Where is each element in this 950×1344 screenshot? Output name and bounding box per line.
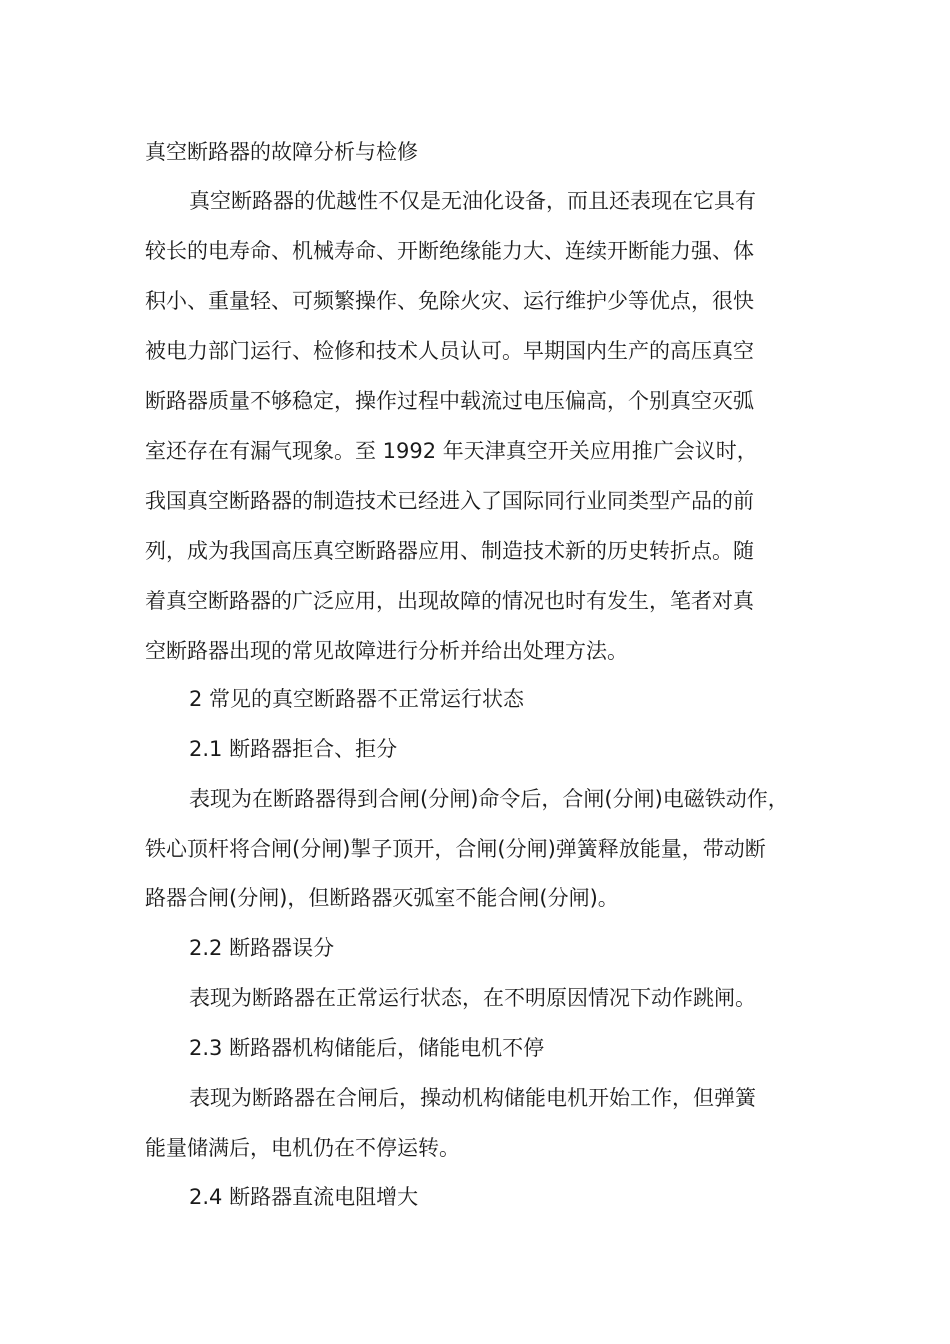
paragraph-line: 真空断路器的优越性不仅是无油化设备，而且还表现在它具有 xyxy=(189,189,756,213)
paragraph-line: 我国真空断路器的制造技术已经进入了国际同行业同类型产品的前 xyxy=(145,489,754,513)
paragraph-line: 积小、重量轻、可频繁操作、免除火灾、运行维护少等优点，很快 xyxy=(145,289,754,313)
paragraph-line: 表现为断路器在合闸后，操动机构储能电机开始工作，但弹簧 xyxy=(189,1086,756,1110)
paragraph-line: 表现为在断路器得到合闸(分闸)命令后，合闸(分闸)电磁铁动作， xyxy=(189,787,789,811)
paragraph-line: 空断路器出现的常见故障进行分析并给出处理方法。 xyxy=(145,639,628,663)
subsection-heading: 2.4 断路器直流电阻增大 xyxy=(189,1185,419,1209)
paragraph-line: 表现为断路器在正常运行状态，在不明原因情况下动作跳闸。 xyxy=(189,986,756,1010)
subsection-heading: 2.3 断路器机构储能后，储能电机不停 xyxy=(189,1036,545,1060)
paragraph-line: 列，成为我国高压真空断路器应用、制造技术新的历史转折点。随 xyxy=(145,539,754,563)
paragraph-line: 断路器质量不够稳定，操作过程中载流过电压偏高，个别真空灭弧 xyxy=(145,389,754,413)
section-heading: 2 常见的真空断路器不正常运行状态 xyxy=(189,687,525,711)
document-title: 真空断路器的故障分析与检修 xyxy=(145,140,418,164)
subsection-heading: 2.1 断路器拒合、拒分 xyxy=(189,737,398,761)
paragraph-line: 室还存在有漏气现象。至 1992 年天津真空开关应用推广会议时， xyxy=(145,439,758,463)
paragraph-line: 路器合闸(分闸)，但断路器灭弧室不能合闸(分闸)。 xyxy=(145,886,619,910)
paragraph-line: 被电力部门运行、检修和技术人员认可。早期国内生产的高压真空 xyxy=(145,339,754,363)
paragraph-line: 能量储满后，电机仍在不停运转。 xyxy=(145,1136,460,1160)
subsection-heading: 2.2 断路器误分 xyxy=(189,936,335,960)
paragraph-line: 铁心顶杆将合闸(分闸)掣子顶开，合闸(分闸)弹簧释放能量，带动断 xyxy=(145,837,766,861)
paragraph-line: 着真空断路器的广泛应用，出现故障的情况也时有发生，笔者对真 xyxy=(145,589,754,613)
paragraph-line: 较长的电寿命、机械寿命、开断绝缘能力大、连续开断能力强、体 xyxy=(145,239,754,263)
